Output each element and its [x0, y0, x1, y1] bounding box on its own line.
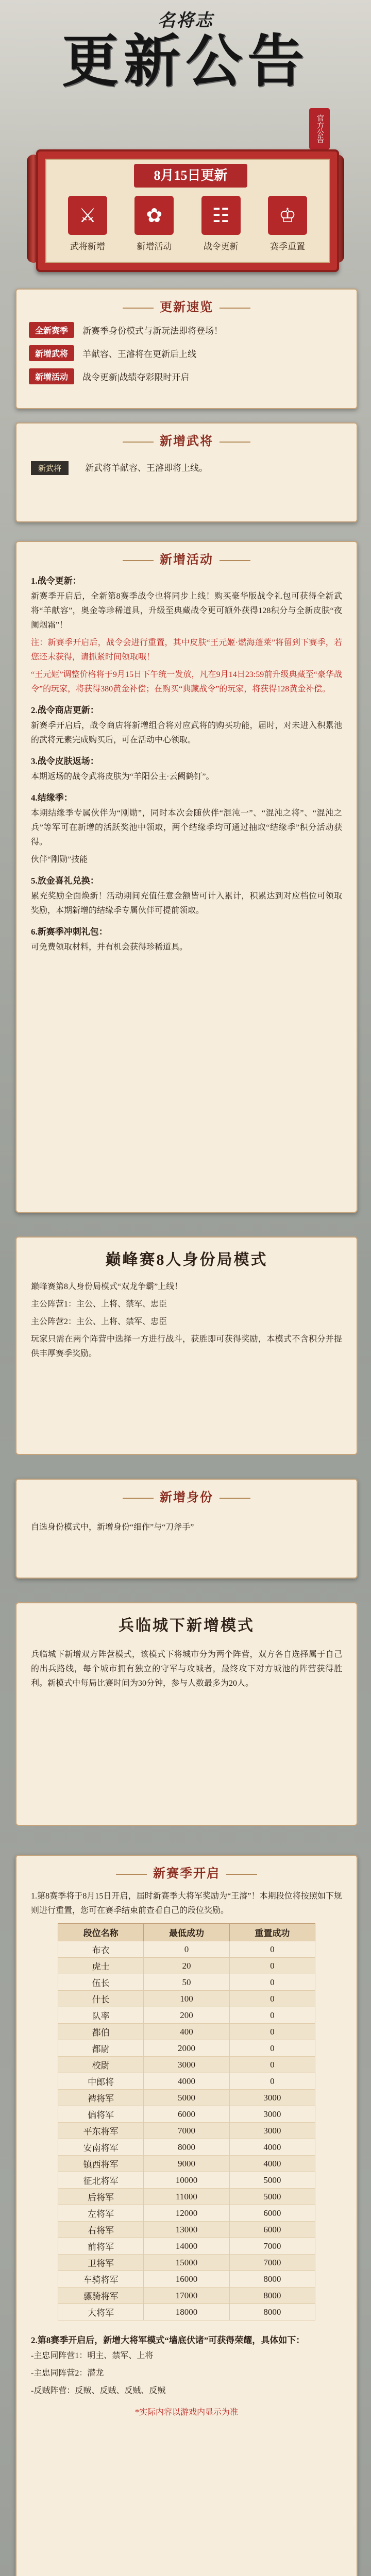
peak-line: 玩家只需在两个阵营中选择一方进行战斗，获胜即可获得奖励，本模式不含积分并提供丰厚赛季奖励。	[31, 1335, 342, 1358]
overview-card	[15, 289, 358, 409]
events-body	[16, 573, 357, 955]
event-line: 注：新赛季开启后，战令会进行重置，其中皮肤“王元姬·燃海蓬莱”将留到下赛季，若您还未获得，请抓紧时间领取哦！	[31, 638, 342, 662]
event-line: 本期结缘季专属伙伴为“刚勋”，同时本次会随伙伴“混沌一”、“混沌之将”、“混沌之兵”等军可在新增的活跃奖池中领取，两个结缘季均可通过抽取“结缘季”积分活动获得。	[31, 809, 342, 846]
brand-logo: 名将志	[158, 11, 213, 30]
city-card	[15, 1602, 358, 1826]
table-row	[58, 2073, 315, 2090]
update-scroll	[36, 149, 339, 272]
table-cell: 后将军	[58, 2189, 144, 2205]
table-cell: 50	[144, 1974, 229, 1991]
event-line: 新赛季开启后，战令商店将新增组合将对应武将的购买功能，届时，对未进入积累池的武将元素完成购买后，可在活动中心领取。	[31, 721, 342, 744]
overview-row	[29, 345, 344, 361]
generals-text: 新武将羊献容、王濬即将上线。	[85, 463, 208, 473]
table-cell: 4000	[144, 2073, 229, 2090]
overview-title: 更新速览	[16, 297, 357, 315]
event-section-head: 6.新赛季冲刺礼包：	[31, 927, 108, 937]
table-cell: 18000	[144, 2304, 229, 2320]
overview-rows	[16, 322, 357, 384]
general-item	[57, 196, 119, 252]
table-row	[58, 2304, 315, 2320]
table-cell: 0	[229, 2040, 315, 2057]
rank-column-header: 重置成功	[229, 1924, 315, 1941]
table-row	[58, 2106, 315, 2123]
table-cell: 200	[144, 2007, 229, 2024]
rank-table	[58, 1923, 315, 2320]
season-note-line: -主忠同阵营1：明主、禁军、上将	[31, 2351, 154, 2360]
table-row	[58, 2123, 315, 2139]
table-row	[58, 1991, 315, 2007]
table-cell: 骠骑将军	[58, 2287, 144, 2304]
event-section-head: 2.战令商店更新：	[31, 705, 99, 715]
generals-title: 新增武将	[16, 431, 357, 449]
reset-item	[257, 196, 318, 252]
season-note-line: -主忠同阵营2：潜龙	[31, 2369, 104, 2378]
season-notes	[16, 2349, 357, 2398]
table-cell: 前将军	[58, 2238, 144, 2255]
table-cell: 0	[229, 1941, 315, 1958]
overview-tag: 全新赛季	[29, 322, 74, 338]
event-line: 累充奖励全面焕新！活动期间充值任意金额皆可计入累计，积累达到对应档位可领取奖励，本期新增的结缘季专属伙伴可提前领取。	[31, 892, 342, 915]
icon-label: 新增活动	[137, 242, 172, 251]
table-cell: 2000	[144, 2040, 229, 2057]
page-title: 更新公告	[62, 30, 309, 93]
feature-icons	[57, 196, 318, 252]
city-title: 兵临城下新增模式	[119, 1617, 255, 1634]
events-card	[15, 541, 358, 1213]
table-row	[58, 2057, 315, 2073]
table-row	[58, 2024, 315, 2040]
table-cell: 11000	[144, 2189, 229, 2205]
pass-item	[190, 196, 252, 252]
table-cell: 0	[229, 2057, 315, 2073]
table-cell: 镇西将军	[58, 2156, 144, 2172]
table-row	[58, 1958, 315, 1974]
table-cell: 7000	[144, 2123, 229, 2139]
table-cell: 中郎将	[58, 2073, 144, 2090]
table-cell: 6000	[144, 2106, 229, 2123]
table-cell: 什长	[58, 1991, 144, 2007]
table-row	[58, 2172, 315, 2189]
official-seal: 官方公告	[309, 108, 330, 149]
table-cell: 0	[229, 1991, 315, 2007]
pass-icon: ☷	[201, 196, 241, 235]
table-cell: 0	[144, 1941, 229, 1958]
event-item	[123, 196, 185, 252]
overview-text: 战令更新|战绩夺彩限时开启	[82, 372, 190, 382]
overview-row	[29, 322, 344, 338]
table-cell: 9000	[144, 2156, 229, 2172]
date-banner: 8月15日更新	[134, 164, 247, 188]
event-line: 新赛季开启后，全新第8赛季战令也将同步上线！购买豪华版战令礼包可获得全新武将“羊献容”，奥金等珍稀道具，升级至典藏战令更可额外获得128积分与全新皮肤“夜阑烟霜”！	[31, 592, 342, 630]
table-cell: 15000	[144, 2255, 229, 2271]
table-row	[58, 1974, 315, 1991]
table-cell: 20	[144, 1958, 229, 1974]
rank-column-header: 最低成功	[144, 1924, 229, 1941]
table-row	[58, 2205, 315, 2222]
table-cell: 14000	[144, 2238, 229, 2255]
table-row	[58, 2255, 315, 2271]
table-cell: 8000	[229, 2271, 315, 2287]
season-intro: 1.第8赛季将于8月15日开启，届时新赛季大将军奖励为“王濬”！本期段位将按照如下规则进行重置，您可在赛季结束前查看自己的段位奖励。	[31, 1892, 342, 1915]
city-text: 兵临城下新增双方阵营模式，该模式下将城市分为两个阵营，双方各自选择属于自己的出兵路线，每个城市拥有独立的守军与攻城者，最终攻下对方城池的阵营获得胜利。新模式中每局比赛时间为30分钟，参与人数最多为20人。	[31, 1650, 342, 1688]
table-cell: 4000	[229, 2156, 315, 2172]
table-cell: 8000	[229, 2304, 315, 2320]
season-card	[15, 1855, 358, 2576]
table-cell: 7000	[229, 2238, 315, 2255]
table-cell: 0	[229, 1958, 315, 1974]
table-row	[58, 2287, 315, 2304]
table-cell: 右将军	[58, 2222, 144, 2238]
table-cell: 8000	[144, 2139, 229, 2156]
table-cell: 16000	[144, 2271, 229, 2287]
header	[0, 0, 371, 278]
table-cell: 6000	[229, 2205, 315, 2222]
table-cell: 都尉	[58, 2040, 144, 2057]
table-cell: 4000	[229, 2139, 315, 2156]
table-cell: 校尉	[58, 2057, 144, 2073]
table-cell: 偏将军	[58, 2106, 144, 2123]
table-row	[58, 1941, 315, 1958]
table-cell: 3000	[229, 2123, 315, 2139]
generals-subhead: 新武将	[31, 461, 69, 475]
table-cell: 10000	[144, 2172, 229, 2189]
generals-card	[15, 422, 358, 522]
table-cell: 安南将军	[58, 2139, 144, 2156]
event-section-head: 3.战令皮肤返场：	[31, 756, 99, 766]
general-icon: ⚔	[68, 196, 107, 235]
event-section-head: 1.战令更新：	[31, 576, 81, 586]
table-cell: 布衣	[58, 1941, 144, 1958]
icon-label: 武将新增	[70, 242, 105, 251]
season-note-line: -反贼阵营：反贼、反贼、反贼、反贼	[31, 2386, 166, 2395]
table-cell: 5000	[229, 2172, 315, 2189]
overview-text: 新赛季身份模式与新玩法即将登场！	[82, 326, 223, 336]
event-icon: ✿	[134, 196, 174, 235]
table-cell: 伍长	[58, 1974, 144, 1991]
footer-note: *实际内容以游戏内显示为准	[134, 2408, 238, 2417]
peak-line: 主公阵营2：主公、上将、禁军、忠臣	[31, 1317, 167, 1326]
table-cell: 13000	[144, 2222, 229, 2238]
icon-label: 战令更新	[203, 242, 239, 251]
table-cell: 7000	[229, 2255, 315, 2271]
table-cell: 17000	[144, 2287, 229, 2304]
table-row	[58, 2238, 315, 2255]
table-cell: 虎士	[58, 1958, 144, 1974]
generals-row	[16, 459, 357, 477]
event-section-head: 5.放金喜礼兑换：	[31, 876, 99, 886]
table-cell: 5000	[229, 2189, 315, 2205]
table-cell: 0	[229, 2024, 315, 2040]
rank-table-body	[58, 1941, 315, 2320]
table-cell: 6000	[229, 2222, 315, 2238]
table-cell: 5000	[144, 2090, 229, 2106]
peak-title: 巅峰赛8人身份局模式	[105, 1251, 268, 1268]
table-row	[58, 2007, 315, 2024]
table-row	[58, 2139, 315, 2156]
table-cell: 100	[144, 1991, 229, 2007]
event-section-head: 4.结缘季：	[31, 793, 73, 803]
scroll-inner	[45, 159, 330, 263]
overview-tag: 新增活动	[29, 368, 74, 384]
table-cell: 3000	[229, 2090, 315, 2106]
table-cell: 卫将军	[58, 2255, 144, 2271]
icon-label: 赛季重置	[269, 242, 305, 251]
peak-line: 巅峰赛第8人身份局模式“双龙争霸”上线！	[31, 1282, 183, 1291]
season-title: 新赛季开启	[16, 1863, 357, 1881]
table-cell: 0	[229, 2007, 315, 2024]
events-title: 新增活动	[16, 549, 357, 567]
table-cell: 征北将军	[58, 2172, 144, 2189]
table-cell: 平东将军	[58, 2123, 144, 2139]
peak-card	[15, 1236, 358, 1455]
event-line: 伙伴“刚勋”技能	[31, 855, 88, 864]
table-cell: 都伯	[58, 2024, 144, 2040]
reset-icon: ♔	[268, 196, 307, 235]
overview-text: 羊献容、王濬将在更新后上线	[82, 349, 197, 359]
table-row	[58, 2156, 315, 2172]
event-line: 本期返场的战令武将皮肤为“羊阳公主·云阙鹤钉”。	[31, 772, 214, 781]
overview-row	[29, 368, 344, 384]
table-row	[58, 2040, 315, 2057]
table-row	[58, 2090, 315, 2106]
peak-line: 主公阵营1：主公、上将、禁军、忠臣	[31, 1300, 167, 1309]
table-cell: 0	[229, 1974, 315, 1991]
table-cell: 400	[144, 2024, 229, 2040]
season-note-head: 2.第8赛季开启后，新增大将军模式“墙底伏诸”可获得荣耀，具体如下：	[31, 2335, 305, 2345]
rank-table-header	[58, 1924, 315, 1941]
table-row	[58, 2189, 315, 2205]
table-cell: 左将军	[58, 2205, 144, 2222]
table-cell: 8000	[229, 2287, 315, 2304]
table-cell: 队率	[58, 2007, 144, 2024]
rank-column-header: 段位名称	[58, 1924, 144, 1941]
peak-body	[16, 1280, 357, 1361]
table-cell: 0	[229, 2073, 315, 2090]
overview-tag: 新增武将	[29, 345, 74, 361]
table-row	[58, 2222, 315, 2238]
table-cell: 裨将军	[58, 2090, 144, 2106]
table-cell: 3000	[144, 2057, 229, 2073]
table-cell: 大将军	[58, 2304, 144, 2320]
identity-title: 新增身份	[16, 1487, 357, 1505]
event-line: 可免费领取材料，并有机会获得珍稀道具。	[31, 943, 188, 952]
table-row	[58, 2271, 315, 2287]
event-line: “王元姬”调整价格将于9月15日下午统一发放，凡在9月14日23:59前升级典藏至“豪华战令”的玩家，将获得380黄金补偿；在购买“典藏战令”的玩家，将获得128黄金补偿。	[31, 670, 342, 693]
table-cell: 12000	[144, 2205, 229, 2222]
table-cell: 车骑将军	[58, 2271, 144, 2287]
identity-card	[15, 1479, 358, 1579]
identity-text: 自选身份模式中，新增身份“细作”与“刀斧手”	[31, 1523, 194, 1532]
table-cell: 3000	[229, 2106, 315, 2123]
